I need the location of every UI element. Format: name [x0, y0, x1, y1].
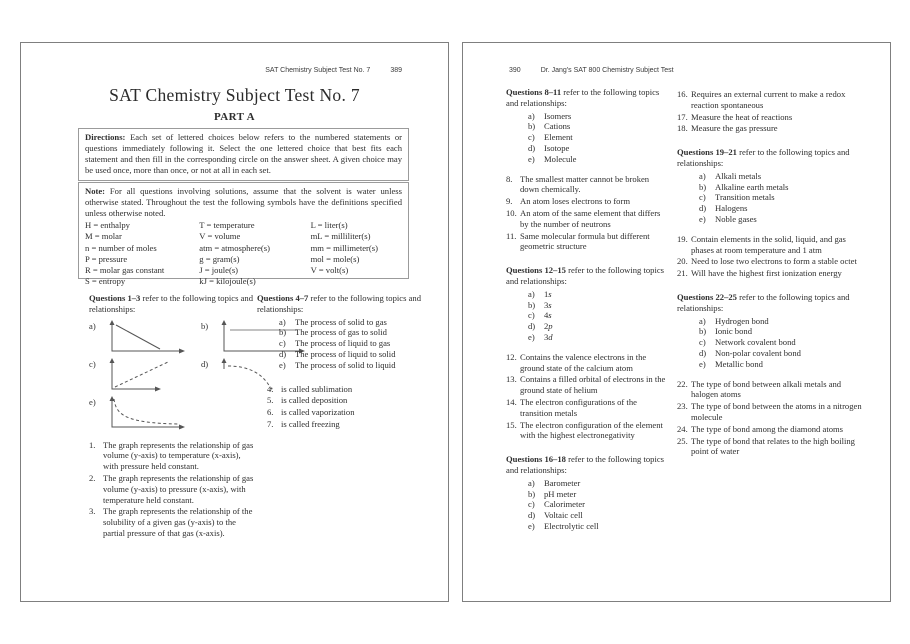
graph-choice-c [89, 357, 201, 393]
part-heading: PART A [213, 111, 256, 123]
question-text: The type of bond among the diamond atoms [691, 423, 844, 434]
choices-list [699, 171, 869, 225]
questions-list [677, 379, 869, 458]
choice-item [528, 489, 670, 500]
choice-text: Calorimeter [544, 499, 586, 510]
choice-text: Metallic bond [715, 358, 763, 369]
question-text: The graph represents the relationship of gas volume (y-axis) to pressure (x-axis), with temperature held constant. [103, 472, 254, 505]
heading-text: refer to the following topics and relationships: [506, 454, 665, 475]
choice-letter: c) [699, 337, 706, 348]
questions-4-7 [267, 384, 445, 430]
choice-item [528, 111, 670, 122]
symbol-column [85, 220, 199, 288]
question-text: The graph represents the relationship of gas volume (y-axis) to temperature (x-axis), with pressure held constant. [103, 439, 254, 472]
right-page [462, 42, 891, 602]
questions-list [677, 89, 869, 134]
question-number: 4. [267, 383, 274, 394]
choice-item [528, 289, 670, 300]
choice-text: 2p [544, 321, 553, 332]
question-number: 16. [677, 89, 688, 99]
question-text: The type of bond between the atoms in a nitrogen molecule [691, 401, 862, 422]
symbol-definition: V = volume [199, 231, 241, 242]
symbol-definition: R = molar gas constant [85, 265, 165, 276]
graph-label-d: d) [201, 358, 209, 369]
choice-letter: e) [528, 520, 535, 531]
choice-letter: a) [528, 288, 535, 299]
question-number: 21. [677, 268, 688, 279]
choice-item [699, 316, 869, 327]
symbol-definition: T = temperature [199, 220, 255, 230]
choice-text: Isotope [544, 142, 570, 153]
choice-letter: d) [528, 510, 536, 521]
choice-letter: e) [528, 331, 535, 342]
choice-text: Halogens [715, 203, 748, 214]
choice-letter: c) [699, 192, 706, 203]
question-number: 12. [506, 351, 517, 362]
choice-text: pH meter [544, 488, 577, 499]
questions-1-3 [89, 440, 257, 539]
question-item [677, 268, 869, 279]
directions-box [78, 128, 409, 181]
choice-text: The process of solid to gas [295, 316, 387, 327]
symbol-definition: J = joule(s) [199, 265, 239, 276]
choice-letter: c) [279, 338, 286, 349]
questions-list [677, 234, 869, 279]
choice-letter: e) [699, 358, 706, 369]
symbol-definition: atm = atmosphere(s) [199, 242, 270, 253]
right-page-column-1 [506, 87, 670, 532]
question-item [506, 208, 670, 230]
choice-item [699, 326, 869, 337]
question-text: is called sublimation [281, 383, 353, 394]
choice-item [699, 192, 869, 203]
question-text: The electron configuration of the element with the highest electronegativity [520, 419, 663, 441]
heading-text: refer to the following topics and relationships: [89, 293, 253, 314]
choice-letter: c) [528, 310, 535, 321]
question-item [89, 440, 257, 472]
left-page-column-2 [257, 293, 445, 430]
choices-list [528, 289, 670, 343]
choice-text: Alkaline earth metals [715, 181, 789, 192]
choice-item [279, 327, 445, 338]
heading-text: refer to the following topics and relationships: [506, 265, 665, 286]
question-text: Measure the gas pressure [691, 123, 778, 134]
question-item [506, 420, 670, 442]
symbol-definition: g = gram(s) [199, 253, 240, 264]
question-number: 18. [677, 123, 688, 134]
question-number: 8. [506, 173, 513, 184]
choice-item [528, 132, 670, 143]
question-range: Questions 12–15 [506, 265, 566, 276]
question-item [506, 196, 670, 207]
heading-text: refer to the following topics and relationships: [506, 87, 660, 108]
choice-item [528, 499, 670, 510]
note-box [78, 182, 409, 287]
choice-letter: d) [699, 203, 707, 214]
choice-text: Non-polar covalent bond [715, 347, 801, 358]
choice-letter: a) [699, 315, 706, 326]
choice-text: Transition metals [715, 192, 775, 203]
choice-item [528, 300, 670, 311]
choice-text: The process of liquid to gas [295, 338, 391, 349]
question-item [506, 352, 670, 374]
question-number: 5. [267, 395, 274, 406]
choice-letter: a) [528, 477, 535, 488]
choices-list [528, 478, 670, 532]
symbol-definition: H = enthalpy [85, 220, 130, 230]
symbol-definition: kJ = kilojoule(s) [199, 276, 256, 287]
dashed-ascending-line-graph-icon [102, 357, 198, 393]
directions-label: Directions: [85, 132, 126, 142]
question-item [677, 379, 869, 401]
question-number: 2. [89, 472, 96, 483]
question-item [677, 424, 869, 435]
symbol-definitions [85, 220, 402, 288]
choice-text: The process of solid to liquid [295, 359, 396, 370]
question-group-heading [677, 292, 869, 314]
choice-letter: b) [528, 121, 536, 132]
choice-text: Noble gases [715, 213, 757, 224]
question-number: 20. [677, 256, 688, 267]
question-range: Questions 4–7 [257, 293, 309, 303]
choice-letter: d) [528, 142, 536, 153]
running-head-title: SAT Chemistry Subject Test No. 7 [265, 67, 371, 74]
question-text: Requires an external current to make a redox reaction spontaneous [691, 89, 846, 110]
question-number: 7. [267, 418, 274, 429]
symbol-column [199, 220, 310, 288]
choice-text: The process of gas to solid [295, 327, 387, 338]
question-text: An atom of the same element that differs by the number of neutrons [520, 207, 661, 229]
choice-text: Hydrogen bond [715, 315, 769, 326]
choice-item [279, 349, 445, 360]
question-text: is called freezing [281, 418, 340, 429]
choices-list [699, 316, 869, 370]
left-running-head [265, 67, 402, 74]
symbol-definition: S = entropy [85, 276, 126, 287]
question-item [89, 506, 257, 538]
question-text: Contains a filled orbital of electrons in the ground state of helium [520, 374, 666, 396]
symbol-definition: V = volt(s) [310, 265, 349, 276]
choice-text: Network covalent bond [715, 337, 796, 348]
choice-item [699, 337, 869, 348]
question-range: Questions 19–21 [677, 147, 737, 158]
directions-text: Each set of lettered choices below refers to the numbered statements or questions immediately following it. Select the one lettered choice that best fits each statement and then fill in the corresponding circle on the answer sheet. A given choice may be used once, more than once, or not at all in each set. [85, 132, 402, 175]
left-page-column-1 [89, 293, 257, 539]
question-text: Will have the highest first ionization energy [691, 268, 842, 279]
choice-item [699, 348, 869, 359]
question-group-heading-1-3 [89, 293, 257, 315]
question-number: 13. [506, 374, 517, 385]
choice-letter: d) [279, 348, 287, 359]
symbol-definition: mm = millimeter(s) [310, 242, 378, 253]
symbol-definition: mol = mole(s) [310, 253, 360, 264]
choices-list [528, 111, 670, 165]
question-item [506, 397, 670, 419]
question-number: 3. [89, 506, 96, 517]
question-number: 10. [506, 207, 517, 218]
choice-item [279, 317, 445, 328]
question-text: Contain elements in the solid, liquid, and gas phases at room temperature and 1 atm [691, 233, 846, 255]
right-running-head [509, 67, 674, 74]
choice-item [528, 143, 670, 154]
page-number: 390 [509, 67, 521, 74]
choice-item [699, 214, 869, 225]
choice-item [528, 521, 670, 532]
question-item [677, 89, 869, 111]
question-group-heading [506, 454, 670, 476]
question-group-heading [506, 87, 670, 109]
symbol-column [311, 220, 402, 288]
choice-text: Cations [544, 121, 571, 132]
choice-text: Isomers [544, 110, 572, 121]
choice-item [699, 182, 869, 193]
choice-letter: b) [279, 327, 287, 338]
questions-list [506, 352, 670, 441]
questions-list [506, 174, 670, 253]
question-text: is called vaporization [281, 407, 355, 418]
question-number: 24. [677, 423, 688, 434]
question-group-heading [677, 147, 869, 169]
question-number: 15. [506, 419, 517, 430]
question-range: Questions 1–3 [89, 293, 141, 303]
symbol-definition: M = molar [85, 231, 122, 242]
graph-label-a: a) [89, 320, 96, 331]
question-item [677, 234, 869, 256]
symbol-definition: mL = milliliter(s) [310, 231, 371, 242]
question-item [506, 174, 670, 196]
question-number: 23. [677, 401, 688, 412]
choice-letter: a) [699, 170, 706, 181]
question-item [677, 256, 869, 267]
question-number: 6. [267, 407, 274, 418]
question-number: 14. [506, 396, 517, 407]
question-item [677, 436, 869, 458]
question-text: The type of bond that relates to the high boiling point of water [691, 435, 855, 457]
choice-item [528, 121, 670, 132]
question-text: The smallest matter cannot be broken down chemically. [520, 173, 650, 195]
choice-letter: b) [528, 488, 536, 499]
question-text: The electron configurations of the transition metals [520, 396, 637, 418]
choice-letter: b) [699, 181, 707, 192]
choice-letter: c) [528, 499, 535, 510]
question-text: Measure the heat of reactions [691, 111, 793, 122]
question-item [267, 419, 445, 430]
choice-text: Voltaic cell [544, 510, 583, 521]
choices-4-7 [279, 317, 445, 371]
heading-text: refer to the following topics and relationships: [257, 293, 421, 314]
choice-letter: d) [528, 321, 536, 332]
symbol-definition: L = liter(s) [310, 220, 348, 230]
note-label: Note: [85, 186, 106, 196]
choice-letter: d) [699, 347, 707, 358]
question-text: is called deposition [281, 395, 348, 406]
question-number: 17. [677, 111, 688, 122]
question-text: An atom loses electrons to form [520, 196, 631, 207]
question-text: Same molecular formula but different geometric structure [520, 230, 650, 252]
choice-text: The process of liquid to solid [295, 348, 396, 359]
heading-text: refer to the following topics and relationships: [677, 147, 850, 168]
question-range: Questions 22–25 [677, 291, 737, 302]
choice-item [528, 332, 670, 343]
choice-item [699, 203, 869, 214]
left-page [20, 42, 449, 602]
heading-text: refer to the following topics and relationships: [677, 291, 850, 313]
graph-choice-e [89, 395, 201, 431]
question-number: 11. [506, 230, 517, 241]
graph-label-e: e) [89, 396, 96, 407]
choice-letter: c) [528, 132, 535, 143]
question-item [267, 384, 445, 395]
question-number: 9. [506, 196, 513, 207]
question-item [677, 123, 869, 134]
choice-letter: e) [528, 153, 535, 164]
graph-choice-a [89, 319, 201, 355]
document-title: SAT Chemistry Subject Test No. 7 [109, 85, 360, 105]
choice-text: Element [544, 132, 573, 143]
choice-item [699, 359, 869, 370]
choice-item [528, 510, 670, 521]
choice-text: Barometer [544, 477, 581, 488]
question-item [506, 231, 670, 253]
choice-letter: b) [699, 326, 707, 337]
question-range: Questions 8–11 [506, 87, 562, 97]
choice-item [699, 171, 869, 182]
choice-text: Electrolytic cell [544, 520, 599, 531]
question-text: Need to lose two electrons to form a stable octet [691, 256, 857, 267]
symbol-definition: n = number of moles [85, 242, 157, 253]
choice-item [279, 338, 445, 349]
page-number: 389 [390, 67, 402, 74]
question-number: 25. [677, 435, 688, 446]
choice-letter: a) [279, 316, 286, 327]
choice-text: 3s [544, 299, 552, 310]
choice-text: 3d [544, 331, 553, 342]
question-group-heading [506, 265, 670, 287]
choice-text: Molecule [544, 153, 577, 164]
question-text: The graph represents the relationship of the solubility of a given gas (y-axis) to the partial pressure of that gas (x-axis). [103, 506, 253, 538]
question-range: Questions 16–18 [506, 454, 566, 465]
question-item [267, 395, 445, 406]
graph-label-b: b) [201, 320, 209, 331]
question-number: 19. [677, 233, 688, 244]
dashed-decay-curve-graph-icon [102, 395, 198, 431]
descending-line-graph-icon [102, 319, 198, 355]
question-group-heading-4-7 [257, 293, 445, 315]
choice-text: Ionic bond [715, 326, 752, 337]
question-item [677, 112, 869, 123]
choice-item [528, 478, 670, 489]
note-text: For all questions involving solutions, assume that the solvent is water unless otherwise stated. Throughout the test the following symbols have the definitions specified unless otherwise noted. [85, 186, 402, 218]
question-text: Contains the valence electrons in the ground state of the calcium atom [520, 351, 647, 373]
question-text: The type of bond between alkali metals and halogen atoms [691, 378, 842, 400]
choice-item [528, 154, 670, 165]
choice-letter: b) [528, 299, 536, 310]
choice-item [528, 321, 670, 332]
symbol-definition: P = pressure [85, 253, 128, 264]
choice-item [528, 310, 670, 321]
choice-text: 4s [544, 310, 552, 321]
question-number: 22. [677, 378, 688, 389]
question-item [89, 473, 257, 505]
graph-label-c: c) [89, 358, 96, 369]
question-number: 1. [89, 439, 96, 450]
right-page-column-2 [677, 87, 869, 457]
choice-letter: e) [699, 213, 706, 224]
choice-letter: a) [528, 110, 535, 121]
choice-item [279, 360, 445, 371]
question-item [267, 407, 445, 418]
choice-letter: e) [279, 359, 286, 370]
choice-text: 1s [544, 288, 552, 299]
question-item [506, 374, 670, 396]
running-head-title: Dr. Jang’s SAT 800 Chemistry Subject Test [540, 67, 674, 74]
choice-text: Alkali metals [715, 170, 762, 181]
question-item [677, 401, 869, 423]
